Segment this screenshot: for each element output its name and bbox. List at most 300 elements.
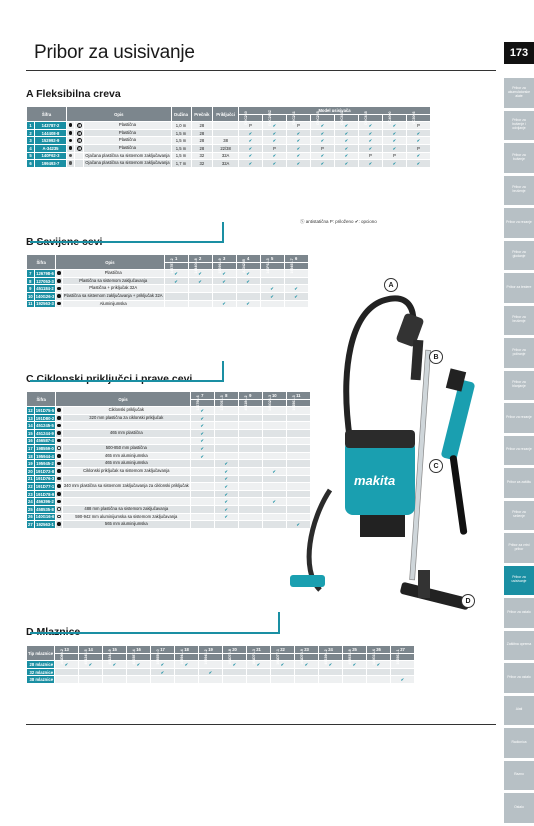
optional-check-icon: ✔ [200,438,205,444]
included-mark: P [417,145,420,151]
table-row [27,452,311,460]
col-prikljucci: Priključci [213,107,239,122]
ref-number: 17 [151,646,175,654]
hoses-table [26,106,431,168]
table-row [27,437,311,445]
ref-number: 23 [295,646,319,654]
table-row [27,137,431,145]
optional-check-icon: ✔ [344,122,349,128]
description: Ciklonski priključak sa sistemom zaključavanja [62,467,190,475]
side-tab[interactable]: Pribor za blanjanje [504,371,534,401]
description [62,490,190,498]
type-dot-icon [57,271,61,275]
optional-check-icon: ✔ [400,677,405,683]
ref-code-header [199,649,223,665]
cyclone-table [26,391,311,529]
part-code: 451245-5 [36,423,54,429]
side-tab[interactable]: Pribor za ostalo [504,598,534,628]
optional-check-icon: ✔ [248,130,253,136]
optional-check-icon: ✔ [248,145,253,151]
ref-number: 18 [175,646,199,654]
side-tab[interactable]: Pribor za bušenje i odvijanje [504,111,534,141]
type-dot-icon [57,484,61,488]
optional-check-icon: ✔ [416,160,421,166]
optional-check-icon: ✔ [112,661,117,667]
part-code: 144408-8 [35,129,67,137]
row-number: 18 [28,453,33,459]
row-number: 24 [28,499,33,505]
optional-check-icon: ✔ [392,138,397,144]
connectors [213,122,239,130]
part-code: 127053-3 [36,278,54,284]
description: 465 mm plastična [62,429,190,437]
row-number: 10 [28,293,33,299]
ref-number: 10 [262,392,286,400]
ref-code: 191D76-3 [252,649,257,665]
table-row [27,144,431,152]
page-title: Pribor za usisivanje [34,42,195,63]
type-dot-icon [57,477,61,481]
description: 565 mm aluminijumska [62,521,190,529]
side-tab[interactable]: Pribor za akumulatorske alate [504,78,534,108]
optional-check-icon: ✔ [344,138,349,144]
ref-number: 4 [236,255,260,263]
section-a-title: A Fleksibilna creva [26,88,121,100]
model-header [359,111,383,125]
type-dot-icon [57,515,61,519]
ref-code-header [260,258,284,274]
description [62,422,190,430]
col-opis: Opis [67,107,172,122]
part-code: 191D72-8 [35,468,55,474]
ref-number: 7 [190,392,214,400]
bottom-divider [26,724,496,725]
ref-number: 25 [343,646,367,654]
description: Aluminijumska [62,300,164,308]
table-row [27,498,311,506]
description: Plastična [84,144,171,152]
ref-code: 127053-3 [219,395,224,411]
optional-check-icon: ✔ [416,138,421,144]
optional-check-icon: ✔ [320,160,325,166]
row-number: 13 [28,415,33,421]
part-code: 456587-4 [36,438,54,444]
length: 1,5 m [171,144,191,152]
optional-check-icon: ✔ [296,521,301,527]
part-code: 126798-6 [36,270,54,276]
side-tab[interactable]: Pribor za usisivanje [504,566,534,596]
optional-check-icon: ✔ [160,661,165,667]
ref-code: 191D80-2 [60,649,65,665]
optional-check-icon: ✔ [248,138,253,144]
connectors: 32A [213,160,239,168]
included-mark: P [417,122,420,128]
optional-check-icon: ✔ [64,661,69,667]
optional-check-icon: ✔ [272,153,277,159]
diameter: 28 [191,144,213,152]
ref-code: 198559-0 [156,649,161,665]
optional-check-icon: ✔ [328,661,333,667]
row-number: 1 [27,122,35,130]
ref-number: 24 [319,646,343,654]
antistatic-icon: Š [77,139,81,144]
ref-number: 1 [164,255,188,263]
type-dot-icon [69,139,73,143]
ref-code: 456587-4 [132,649,137,665]
description: 320 mm plastična za ciklonski priključak [62,414,190,422]
part-code: 140G16-6 [35,514,55,520]
optional-check-icon: ✔ [224,483,229,489]
type-dot-icon [57,424,61,428]
ref-number: 16 [127,646,151,654]
diameter: 32 [191,152,213,160]
side-tab[interactable]: Pribor za bušenje [504,143,534,173]
optional-check-icon: ✔ [224,476,229,482]
ref-code: 140G16-6 [372,648,377,665]
length: 1,5 m [171,152,191,160]
included-mark: P [369,153,372,159]
optional-check-icon: ✔ [174,270,178,276]
optional-check-icon: ✔ [296,160,301,166]
model-header [287,111,311,125]
brand-logo: makita [354,473,396,488]
optional-check-icon: ✔ [304,661,309,667]
optional-check-icon: ✔ [320,122,325,128]
optional-check-icon: ✔ [248,153,253,159]
connector-ab [30,222,224,243]
part-code: 140F62-3 [35,152,67,160]
type-dot-icon [69,161,73,165]
section-d-title: D Mlaznice [26,626,81,638]
ref-number: 19 [199,646,223,654]
table-row [27,292,309,300]
optional-check-icon: ✔ [224,514,229,520]
description: Ojačana plastična sa sistemom zaključavanja [85,160,170,166]
ref-code: 451245-5 [84,649,89,665]
optional-check-icon: ✔ [294,293,298,299]
description: Plastična sa sistemom zaključavanja [62,277,164,285]
type-dot-icon [69,154,73,158]
optional-check-icon: ✔ [296,153,301,159]
optional-check-icon: ✔ [246,278,250,284]
side-tab[interactable]: Pribor za vrtni pribor [504,533,534,563]
optional-check-icon: ✔ [224,461,229,467]
optional-check-icon: ✔ [294,286,298,292]
description [62,498,190,506]
model-label: DVC265Z [268,110,272,126]
row-number: 20 [28,468,33,474]
ref-code-header [238,395,262,411]
row-number: 7 [27,270,35,278]
optional-check-icon: ✔ [272,499,277,505]
side-tab[interactable]: Alati [504,696,534,726]
model-label: DVC660 [340,111,344,125]
ref-code: 199493-7 [289,258,294,274]
optional-check-icon: ✔ [200,430,205,436]
connectors: 38 [213,137,239,145]
side-tab[interactable]: Pribor za rezanje [504,436,534,466]
ref-number: 26 [367,646,391,654]
optional-check-icon: ✔ [200,415,205,421]
optional-check-icon: ✔ [344,153,349,159]
part-code: 191D76-3 [35,476,55,482]
optional-check-icon: ✔ [200,423,205,429]
section-b-title: B Savijene cevi [26,236,103,248]
optional-check-icon: ✔ [320,130,325,136]
ref-number: 27 [391,646,415,654]
model-header [311,111,335,125]
ref-number: 15 [103,646,127,654]
optional-check-icon: ✔ [296,145,301,151]
row-number: 9 [27,285,35,293]
ref-code-header [188,258,212,274]
optional-check-icon: ✔ [296,138,301,144]
ref-number: 5 [260,255,284,263]
part-code: 152992-9 [35,137,67,145]
antistatic-icon: Š [77,146,81,151]
ref-code: 451244-9 [108,649,113,665]
top-divider [26,70,496,71]
connectors: 32A [213,152,239,160]
type-dot-icon [57,462,61,466]
description: Plastična [84,129,171,137]
side-tab[interactable]: Pribor za poliranje [504,338,534,368]
optional-check-icon: ✔ [416,153,421,159]
description [62,475,190,483]
side-tab[interactable]: Razno [504,761,534,791]
model-label: DVC665 [364,111,368,125]
connector-cd [30,612,280,634]
ref-code: 192563-1 [396,649,401,665]
row-number: 19 [28,461,33,467]
row-number: 27 [28,521,33,527]
ref-number: 20 [223,646,247,654]
model-label: DVC265 [316,111,320,125]
optional-check-icon: ✔ [344,130,349,136]
type-dot-icon [57,302,61,306]
ref-code: 458535-8 [348,649,353,665]
optional-check-icon: ✔ [368,122,373,128]
nozzle-label: 28 mlaznice [27,661,55,669]
optional-check-icon: ✔ [248,160,253,166]
nozzles-table [26,645,415,684]
description: Plastična sa sistemom zaključavanja + priključak 32A [63,293,163,299]
part-code: 198559-0 [36,445,54,451]
type-dot-icon [57,469,61,473]
included-mark: P [273,145,276,151]
table-row [27,490,311,498]
optional-check-icon: ✔ [368,160,373,166]
side-tab[interactable]: Pribor za rezanje [504,403,534,433]
optional-check-icon: ✔ [224,506,229,512]
side-tab[interactable]: Pribor za brušenje [504,306,534,336]
optional-check-icon: ✔ [368,138,373,144]
ref-code: 451184-2 [243,395,248,411]
vacuum-illustration [290,270,495,640]
nozzle-label: 38 mlaznice [27,676,55,684]
optional-check-icon: ✔ [198,270,202,276]
diameter: 28 [191,122,213,130]
model-header [239,111,263,125]
legend: Ⓢ antistatična P: priloženo ✔: opciono [300,219,377,224]
optional-check-icon: ✔ [272,130,277,136]
ref-code: 456396-2 [324,649,329,665]
optional-check-icon: ✔ [320,153,325,159]
table-row [27,483,311,491]
table-row [27,285,309,293]
row-number: 25 [28,506,33,512]
type-dot-icon [57,287,61,291]
description: Plastična + priključak 32A [62,285,164,293]
side-tab[interactable]: Pribor za zaštitu [504,468,534,498]
optional-check-icon: ✔ [232,661,237,667]
optional-check-icon: ✔ [270,286,274,292]
optional-check-icon: ✔ [272,138,277,144]
side-tab[interactable]: Pribor za sečenje [504,501,534,531]
description: Ciklonski priključak [62,407,190,415]
callout-c: C [429,459,443,473]
part-code: 456396-2 [36,499,54,505]
type-dot-icon [69,131,73,135]
optional-check-icon: ✔ [88,661,93,667]
row-number: 4 [27,144,35,152]
side-tab[interactable]: Pribor za glodanje [504,241,534,271]
model-header [335,111,359,125]
col-opis: Opis [56,255,164,270]
part-code: 191D78-9 [35,491,55,497]
optional-check-icon: ✔ [296,130,301,136]
optional-check-icon: ✔ [200,407,205,413]
ref-code-header [212,258,236,274]
type-dot-icon [57,439,61,443]
ref-code-header [214,395,238,411]
optional-check-icon: ✔ [416,130,421,136]
optional-check-icon: ✔ [136,661,141,667]
table-row [27,152,431,160]
page-number: 173 [504,42,534,64]
col-sifra: Šifra [27,392,56,407]
side-tab[interactable]: Pribor za ostalo [504,663,534,693]
optional-check-icon: ✔ [246,270,250,276]
ref-code: 191D77-1 [276,649,281,665]
length: 1,5 m [171,137,191,145]
model-header [407,111,431,125]
row-number: 12 [28,407,33,413]
ref-number: 22 [271,646,295,654]
optional-check-icon: ✔ [224,491,229,497]
optional-check-icon: ✔ [272,468,277,474]
part-code: 451184-2 [34,285,56,293]
optional-check-icon: ✔ [174,278,178,284]
type-dot-icon [57,500,61,504]
row-number: 16 [28,438,33,444]
part-code: 140G26-3 [35,293,55,299]
type-dot-icon [57,416,61,420]
model-label: DVC260 [244,111,248,125]
optional-check-icon: ✔ [344,145,349,151]
table-row [27,122,431,130]
ref-code: 143787-2 [169,258,174,274]
side-tab[interactable]: Zaštitna oprema [504,631,534,661]
row-number: 6 [27,160,35,168]
description [62,437,190,445]
description: 465 mm aluminijumska [62,452,190,460]
table-row [27,429,311,437]
model-header [383,111,407,125]
type-dot-icon [57,522,61,526]
optional-check-icon: ✔ [344,160,349,166]
side-tab[interactable]: Ostalo [504,793,534,823]
diameter: 28 [191,137,213,145]
included-mark: P [393,153,396,159]
optional-check-icon: ✔ [368,130,373,136]
optional-check-icon: ✔ [208,669,213,675]
row-number: 11 [28,301,33,307]
optional-check-icon: ✔ [224,468,229,474]
description: Plastična [84,137,171,145]
diameter: 32 [191,160,213,168]
table-row [27,160,431,168]
col-sifra: Šifra [27,255,56,270]
length: 1,5 m [171,129,191,137]
type-dot-icon [69,146,73,150]
side-tab[interactable]: Radionica [504,728,534,758]
description: Plastična [84,122,171,130]
table-row [27,505,311,513]
table-row [27,475,311,483]
type-dot-icon [57,294,61,298]
model-header [263,110,287,126]
callout-a: A [384,278,398,292]
side-tab[interactable]: Pribor za brušenje [504,176,534,206]
callout-d: D [461,594,475,608]
optional-check-icon: ✔ [184,661,189,667]
length: 1,0 m [171,122,191,130]
side-tab[interactable]: Pribor za testere [504,273,534,303]
model-label: DVC261 [292,111,296,125]
table-row [27,467,311,475]
included-mark: P [249,122,252,128]
ref-number: 11 [286,392,310,400]
description: Ojačana plastična sa sistemom zaključavanja [85,152,170,158]
col-sifra: Šifra [27,107,67,122]
ref-code: 192563-3 [291,395,296,411]
row-number: 8 [27,277,35,285]
col-models: Model usisivača [239,107,431,115]
col-precnik: Prečnik [191,107,213,122]
ref-number: 3 [212,255,236,263]
description: 500-850 mm plastična [62,445,190,453]
callout-b: B [429,350,443,364]
optional-check-icon: ✔ [224,499,229,505]
optional-check-icon: ✔ [376,661,381,667]
side-tab[interactable]: Pribor za rezanje [504,208,534,238]
included-mark: P [297,122,300,128]
table-row [27,422,311,430]
section-c-title: C Ciklonski priključci i prave cevi [26,373,193,385]
ref-code: 195944-4 [180,649,185,665]
ref-number: 21 [247,646,271,654]
optional-check-icon: ✔ [392,160,397,166]
ref-code-header [164,258,188,274]
optional-check-icon: ✔ [160,669,165,675]
row-number: 17 [28,445,33,451]
optional-check-icon: ✔ [222,270,226,276]
col-duzina: Dužina [171,107,191,122]
antistatic-icon: Š [77,131,81,136]
row-number: 21 [28,476,33,482]
antistatic-icon: Š [77,123,81,128]
